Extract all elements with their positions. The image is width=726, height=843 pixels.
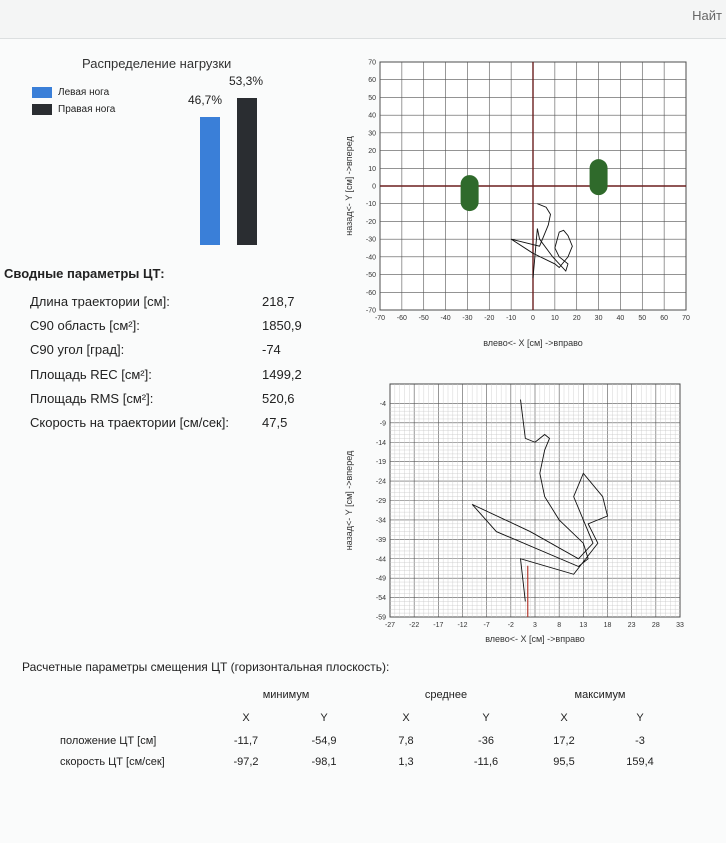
axis-header: Y <box>482 712 490 724</box>
y-axis-label: назад<- Y [см] ->вперед <box>344 136 354 236</box>
x-tick-label: -40 <box>440 315 451 322</box>
x-tick-label: -22 <box>409 622 420 629</box>
y-tick-label: -24 <box>375 478 386 486</box>
x-tick-label: 30 <box>594 315 603 322</box>
x-tick-label: 13 <box>579 622 588 629</box>
axis-header: Y <box>636 712 644 724</box>
x-tick-label: 18 <box>603 622 612 629</box>
table-cell: -36 <box>478 735 494 747</box>
summary-param-value: 520,6 <box>262 390 295 406</box>
y-tick-label: -10 <box>365 201 376 209</box>
x-tick-label: -10 <box>506 315 517 322</box>
y-tick-label: 50 <box>368 94 376 102</box>
y-tick-label: -60 <box>365 289 376 297</box>
y-tick-label: 60 <box>368 77 376 85</box>
foot-marker <box>461 175 479 211</box>
x-tick-label: 8 <box>557 622 562 629</box>
summary-param-value: 218,7 <box>262 294 295 309</box>
x-tick-label: -27 <box>384 622 396 629</box>
x-tick-label: -7 <box>483 622 490 629</box>
table-cell: 95,5 <box>553 756 575 768</box>
x-tick-label: -30 <box>462 315 473 322</box>
left-leg-bar <box>200 117 220 245</box>
summary-param-label: Длина траектории [см]: <box>30 294 170 309</box>
y-tick-label: -49 <box>375 575 386 583</box>
x-tick-label: -17 <box>433 622 444 629</box>
displacement-title: Расчетные параметры смещения ЦТ (горизонтальная плоскость): <box>22 660 390 674</box>
table-cell: 1,3 <box>398 756 414 768</box>
y-tick-label: -40 <box>365 254 376 262</box>
summary-param-value: 1499,2 <box>262 366 302 382</box>
y-tick-label: -70 <box>365 307 376 315</box>
x-tick-label: -20 <box>484 315 495 322</box>
y-tick-label: -14 <box>375 439 386 447</box>
x-tick-label: -60 <box>396 315 407 322</box>
legend-label-right: Правая нога <box>58 104 116 115</box>
axis-header: X <box>402 712 410 724</box>
group-header: среднее <box>424 689 468 701</box>
x-tick-label: 33 <box>676 622 684 629</box>
x-tick-label: 50 <box>638 315 647 322</box>
browser-toolbar <box>0 0 726 39</box>
table-cell: -11,7 <box>233 735 259 747</box>
y-tick-label: 10 <box>368 165 376 173</box>
y-tick-label: -9 <box>379 420 386 428</box>
summary-param-value: 47,5 <box>262 415 288 430</box>
y-tick-label: -44 <box>375 556 386 564</box>
foot-marker <box>590 159 608 195</box>
legend-right-leg <box>32 104 115 115</box>
row-label: скорость ЦТ [см/сек] <box>60 756 165 768</box>
x-tick-label: 3 <box>533 622 537 629</box>
y-tick-label: -34 <box>375 517 386 525</box>
y-tick-label: 30 <box>368 130 376 138</box>
right-leg-bar <box>237 98 257 245</box>
x-tick-label: 10 <box>550 315 559 322</box>
summary-param-value: 1850,9 <box>262 318 302 334</box>
summary-param-label: Скорость на траектории [см/сек]: <box>30 415 229 430</box>
summary-param-label: С90 область [см²]: <box>30 318 140 334</box>
y-tick-label: 70 <box>368 59 376 67</box>
y-tick-label: -59 <box>375 614 386 622</box>
y-tick-label: 40 <box>368 112 376 120</box>
table-cell: -54,9 <box>311 735 337 747</box>
y-tick-label: 20 <box>368 148 376 156</box>
y-tick-label: -4 <box>379 400 386 408</box>
cop-stabilogram-chart <box>342 55 697 360</box>
table-cell: -3 <box>635 735 645 747</box>
axis-header: X <box>242 712 250 724</box>
table-cell: 17,2 <box>553 735 575 747</box>
x-axis-label: влево<- X [см] ->вправо <box>485 634 585 644</box>
right-leg-percent: 53,3% <box>229 74 264 88</box>
x-tick-label: 70 <box>682 315 690 322</box>
summary-param-label: Площадь RMS [см²]: <box>30 390 154 406</box>
axis-header: Y <box>320 712 328 724</box>
y-tick-label: -39 <box>375 536 386 544</box>
x-tick-label: 23 <box>627 622 636 629</box>
load-title: Распределение нагрузки <box>82 56 232 71</box>
summary-param-value: -74 <box>262 342 281 358</box>
y-tick-label: -20 <box>365 218 376 226</box>
x-tick-label: 28 <box>651 622 660 629</box>
y-tick-label: -19 <box>375 459 386 467</box>
table-cell: -97,2 <box>233 756 259 768</box>
legend-swatch-right <box>32 104 52 115</box>
group-header: максимум <box>574 689 626 701</box>
y-tick-label: -50 <box>365 272 376 280</box>
table-cell: -11,6 <box>473 756 499 768</box>
x-tick-label: -2 <box>507 622 514 629</box>
x-tick-label: 20 <box>572 315 581 322</box>
find-button[interactable]: Найт <box>692 8 722 23</box>
summary-param-label: С90 угол [град]: <box>30 342 125 358</box>
x-tick-label: 0 <box>531 315 535 322</box>
axis-header: X <box>560 712 568 724</box>
y-tick-label: 0 <box>372 183 376 191</box>
y-tick-label: -54 <box>375 595 386 603</box>
legend-swatch-left <box>32 87 52 98</box>
x-axis-label: влево<- X [см] ->вправо <box>483 338 583 348</box>
x-tick-label: -50 <box>418 315 429 322</box>
legend-left-leg <box>32 87 109 98</box>
x-tick-label: 40 <box>616 315 625 322</box>
row-label: положение ЦТ [см] <box>60 735 157 747</box>
table-cell: 159,4 <box>626 756 654 768</box>
legend-label-left: Левая нога <box>58 87 110 98</box>
y-tick-label: -29 <box>375 498 386 505</box>
table-cell: 7,8 <box>398 735 414 747</box>
cop-trajectory-zoom-chart <box>342 378 697 650</box>
y-tick-label: -30 <box>365 236 376 244</box>
summary-param-label: Площадь REC [см²]: <box>30 366 152 382</box>
x-tick-label: -70 <box>374 315 386 322</box>
x-tick-label: -12 <box>457 622 468 629</box>
summary-title: Сводные параметры ЦТ: <box>4 266 165 281</box>
left-leg-percent: 46,7% <box>188 93 223 107</box>
table-cell: -98,1 <box>311 756 337 768</box>
x-tick-label: 60 <box>660 315 669 322</box>
y-axis-label: назад<- Y [см] ->вперед <box>344 450 354 551</box>
group-header: минимум <box>262 689 310 701</box>
